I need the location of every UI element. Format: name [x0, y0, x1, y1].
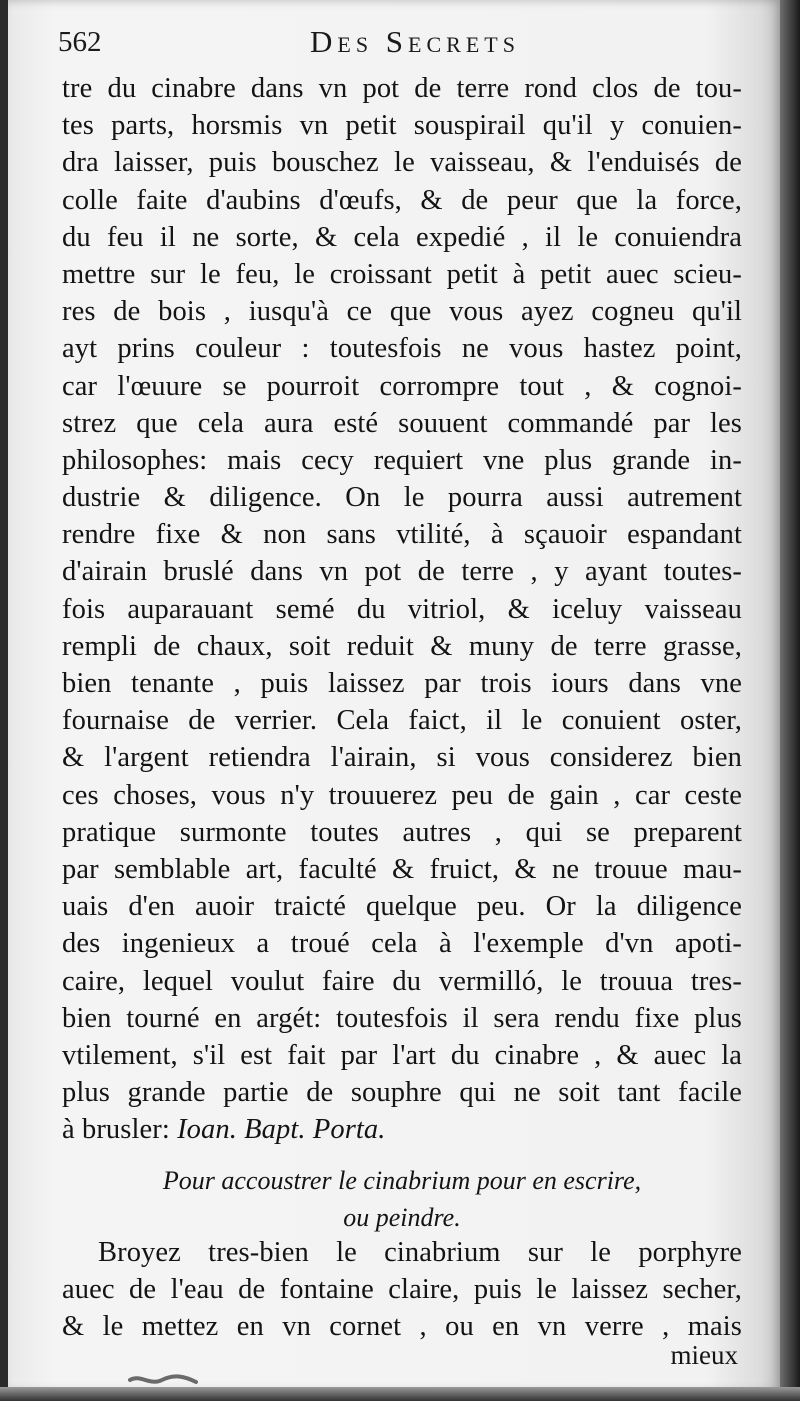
- text-line: & l'argent retiendra l'airain, si vous considerez bien: [62, 742, 742, 774]
- text-line: par semblable art, faculté & fruict, & ne trouue mau-: [62, 853, 742, 885]
- page-gutter-shadow: [780, 0, 800, 1401]
- section-heading-line-2: ou peindre.: [343, 1203, 461, 1232]
- text-line-final: [62, 1111, 742, 1148]
- page-number: 562: [58, 26, 102, 58]
- ink-smudge-mark: [128, 1372, 198, 1388]
- text-line: d'airain bruslé dans vn pot de terre , y ayant toutes-: [62, 556, 742, 588]
- running-title: Des Secrets: [310, 24, 520, 59]
- text-line: plus grande partie de souphre qui ne soit tant facile: [62, 1077, 742, 1109]
- text-line: tes parts, horsmis vn petit souspirail qu'il y conuien-: [62, 110, 742, 142]
- text-line: car l'œuure se pourroit corrompre tout , & cognoi-: [62, 370, 742, 402]
- section-heading-line-1: Pour accoustrer le cinabrium pour en escrire,: [162, 1166, 642, 1195]
- text-line: caire, lequel voulut faire du vermilló, le trouua tres-: [62, 965, 742, 997]
- text-line: bien tourné en argét: toutesfois il sera rendu fixe plus: [62, 1002, 742, 1034]
- author-citation: Ioan. Bapt. Porta.: [177, 1114, 386, 1146]
- text-line: des ingenieux a troué cela à l'exemple d'vn apoti-: [62, 928, 742, 960]
- text-line: & le mettez en vn cornet , ou en vn verre , mais: [62, 1311, 742, 1343]
- catchword: mieux: [670, 1340, 738, 1370]
- text-line: colle faite d'aubins d'œufs, & de peur que la force,: [62, 184, 742, 216]
- text-line: strez que cela aura esté souuent commandé par les: [62, 407, 742, 439]
- second-paragraph: [62, 1234, 742, 1346]
- text-line: philosophes: mais cecy requiert vne plus grande in-: [62, 444, 742, 476]
- text-line: rendre fixe & non sans vtilité, à sçauoir espandant: [62, 519, 742, 551]
- text-line: res de bois , iusqu'à ce que vous ayez cogneu qu'il: [62, 296, 742, 328]
- text-line: pratique surmonte toutes autres , qui se preparent: [62, 816, 742, 848]
- text-line: auec de l'eau de fontaine claire, puis le laissez secher,: [62, 1274, 742, 1306]
- text-line: mettre sur le feu, le croissant petit à petit auec scieu-: [62, 258, 742, 290]
- text-line: fois auparauant semé du vitriol, & iceluy vaisseau: [62, 593, 742, 625]
- text-line: du feu il ne sorte, & cela expedié , il le conuiendra: [62, 221, 742, 253]
- text-line: dustrie & diligence. On le pourra aussi autrement: [62, 482, 742, 514]
- text-line: fournaise de verrier. Cela faict, il le conuient oster,: [62, 705, 742, 737]
- section-heading: [62, 1162, 742, 1236]
- text-line: Broyez tres-bien le cinabrium sur le porphyre: [98, 1237, 742, 1268]
- text-line: bien tenante , puis laissez par trois iours dans vne: [62, 668, 742, 699]
- main-paragraph: [62, 70, 742, 1148]
- text-line: ces choses, vous n'y trouuerez peu de gain , car ceste: [62, 779, 742, 811]
- text-line: ayt prins couleur : toutesfois ne vous hastez point,: [62, 333, 742, 365]
- text-line: dra laisser, puis bouschez le vaisseau, & l'enduisés de: [62, 147, 742, 179]
- text-line: uais d'en auoir traicté quelque peu. Or la diligence: [62, 891, 742, 923]
- text-line: vtilement, s'il est fait par l'art du cinabre , & auec la: [62, 1039, 742, 1071]
- page-header: [58, 24, 738, 64]
- page-bottom-edge: [0, 1387, 800, 1401]
- text-line: tre du cinabre dans vn pot de terre rond clos de tou-: [62, 73, 742, 104]
- text-line: rempli de chaux, soit reduit & muny de terre grasse,: [62, 630, 742, 662]
- final-line-text: à brusler:: [62, 1114, 170, 1146]
